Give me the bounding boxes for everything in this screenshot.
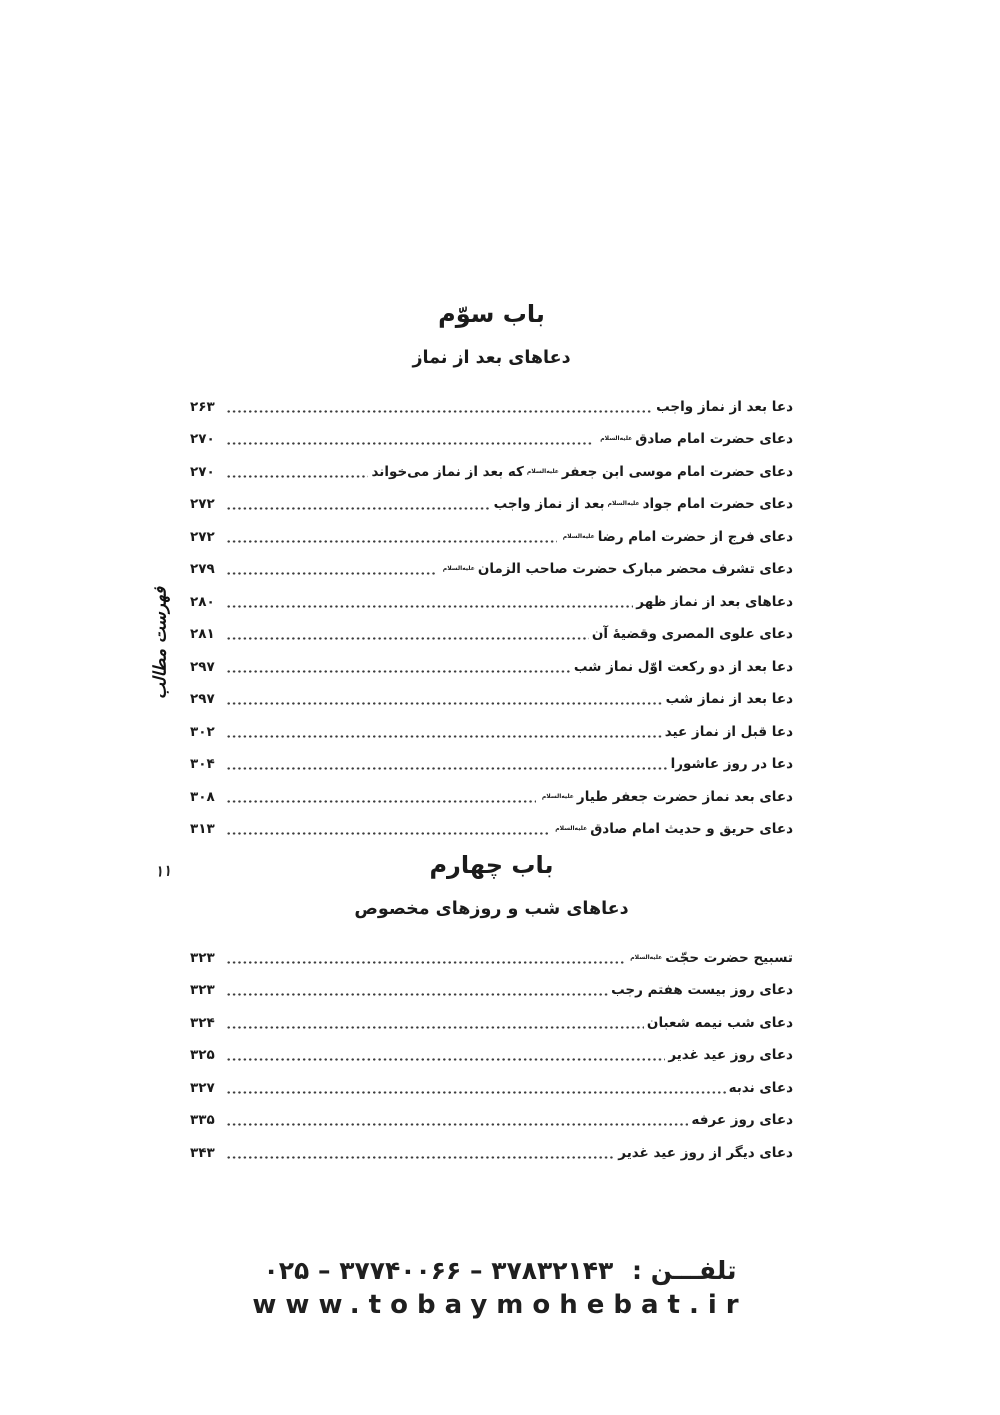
alayhissalam-symbol: علیه‌السلام (600, 435, 633, 443)
alayhissalam-symbol: علیه‌السلام (541, 792, 574, 800)
entry-title (560, 529, 793, 547)
entry-pre: دعای بعد نماز حضرت جعفر طیار (576, 788, 793, 805)
entry-title (636, 594, 793, 612)
entry-page-number: ۲۷۹ (190, 561, 215, 578)
toc-entry (190, 968, 793, 1001)
entries-list (190, 384, 793, 839)
alayhissalam-symbol: علیه‌السلام (526, 467, 559, 475)
entry-page-number: ۲۹۷ (190, 691, 215, 708)
page-number: ۱۱ (154, 861, 172, 881)
section-subtitle: دعاهای بعد از نماز (412, 348, 571, 368)
dot-leader (226, 799, 536, 804)
entry-title (627, 950, 793, 968)
toc-entry (190, 742, 793, 775)
toc-entry (190, 644, 793, 677)
entry-pre: دعای حریق و حدیث امام صادق (590, 821, 793, 838)
entry-title (647, 1015, 793, 1033)
dot-leader (226, 1155, 615, 1160)
toc-entry (190, 1033, 793, 1066)
entry-title (371, 464, 793, 482)
toc-entry (190, 482, 793, 515)
alayhissalam-symbol: علیه‌السلام (555, 825, 588, 833)
entry-title (592, 626, 793, 644)
alayhissalam-symbol: علیه‌السلام (562, 532, 595, 540)
phone-numbers: ۳۷۸۳۲۱۴۳ – ۳۷۷۴۰۰۶۶ – ۰۲۵ (263, 1256, 614, 1285)
toc-entry (190, 547, 793, 580)
entry-title (618, 1145, 793, 1163)
dot-leader (226, 474, 368, 479)
dot-leader (226, 669, 571, 674)
entry-pre: دعا قبل از نماز عید (664, 723, 793, 740)
entry-pre: دعای ندبه (728, 1079, 793, 1096)
entry-page-number: ۲۶۳ (190, 398, 215, 415)
section-title: باب سوّم (438, 300, 545, 328)
entry-page-number: ۳۲۷ (190, 1079, 215, 1096)
entry-pre: دعای علوی المصری وقضیهٔ آن (591, 626, 793, 643)
entry-page-number: ۳۲۳ (190, 982, 215, 999)
entry-pre: دعای تشرف محضر مبارک حضرت صاحب الزمان (477, 561, 793, 578)
entries-list (190, 935, 793, 1163)
toc-entry (190, 1130, 793, 1163)
dot-leader (226, 734, 662, 739)
toc-entry (190, 677, 793, 710)
toc-section (190, 851, 793, 1163)
dot-leader (226, 831, 549, 836)
entry-page-number: ۳۰۲ (190, 723, 215, 740)
entry-pre: دعاهای بعد از نماز ظهر (636, 593, 793, 610)
entry-pre: دعا در روز عاشورا (670, 756, 793, 773)
entry-post: که بعد از نماز می‌خواند (371, 463, 524, 480)
toc-entry (190, 709, 793, 742)
entry-title (666, 691, 793, 709)
entry-pre: دعای حضرت امام موسی ابن جعفر (561, 463, 793, 480)
entry-page-number: ۳۴۳ (190, 1144, 215, 1161)
entry-pre: دعای دیگر از روز عید غدیر (618, 1144, 793, 1161)
entry-page-number: ۳۰۸ (190, 788, 215, 805)
entry-title (691, 1112, 793, 1130)
entry-pre: دعا بعد از نماز شب (665, 691, 793, 708)
dot-leader (226, 409, 653, 414)
entry-title (668, 1047, 793, 1065)
toc-section (190, 300, 793, 839)
entry-page-number: ۲۷۲ (190, 496, 215, 513)
entry-title (539, 789, 793, 807)
entry-pre: دعای حضرت امام صادق (635, 431, 793, 448)
toc-entry (190, 384, 793, 417)
entry-pre: دعای حضرت امام جواد (642, 496, 793, 513)
entry-pre: دعای روز عید غدیر (668, 1047, 793, 1064)
section-title: باب چهارم (429, 851, 554, 879)
toc-entry (190, 612, 793, 645)
dot-leader (226, 1025, 644, 1030)
entry-page-number: ۲۸۰ (190, 593, 215, 610)
entry-page-number: ۲۸۱ (190, 626, 215, 643)
toc-entry (190, 1000, 793, 1033)
toc-entry (190, 935, 793, 968)
toc-content (190, 300, 793, 1163)
entry-title (552, 821, 793, 839)
entry-page-number: ۳۲۴ (190, 1014, 215, 1031)
entry-title (665, 724, 793, 742)
entry-page-number: ۳۲۳ (190, 949, 215, 966)
toc-entry (190, 1065, 793, 1098)
entry-page-number: ۲۷۲ (190, 528, 215, 545)
alayhissalam-symbol: علیه‌السلام (630, 953, 663, 961)
dot-leader (226, 701, 663, 706)
dot-leader (226, 1122, 688, 1127)
entry-pre: دعای روز عرفه (691, 1112, 793, 1129)
table-of-contents-vertical-label: فهرست مطالب (150, 586, 171, 700)
section-subtitle: دعاهای شب و روزهای مخصوص (354, 899, 629, 919)
entry-pre: دعای روز بیست هفتم رجب (611, 982, 793, 999)
entry-pre: دعای شب نیمه شعبان (646, 1014, 793, 1031)
entry-pre: دعا بعد از دو رکعت اوّل نماز شب (573, 658, 793, 675)
phone-line (0, 1256, 1000, 1285)
toc-entry (190, 449, 793, 482)
dot-leader (226, 992, 608, 997)
alayhissalam-symbol: علیه‌السلام (442, 565, 475, 573)
website-url: www.tobaymohebat.ir (252, 1290, 748, 1320)
entry-page-number: ۲۷۰ (190, 463, 215, 480)
dot-leader (226, 506, 491, 511)
entry-title (440, 561, 793, 579)
entry-pre: دعای فرج از حضرت امام رضا (597, 528, 793, 545)
entry-title (574, 659, 793, 677)
dot-leader (226, 571, 437, 576)
dot-leader (226, 960, 624, 965)
entry-page-number: ۲۹۷ (190, 658, 215, 675)
sections-host (190, 300, 793, 1163)
entry-page-number: ۳۳۵ (190, 1112, 215, 1129)
entry-title (611, 982, 793, 1000)
dot-leader (226, 1057, 665, 1062)
entry-title (494, 496, 793, 514)
dot-leader (226, 604, 633, 609)
entry-pre: دعا بعد از نماز واجب (656, 398, 793, 415)
dot-leader (226, 1090, 726, 1095)
toc-entry (190, 774, 793, 807)
side-caption-wrap (151, 566, 181, 721)
entry-page-number: ۳۲۵ (190, 1047, 215, 1064)
dot-leader (226, 766, 668, 771)
entry-page-number: ۲۷۰ (190, 431, 215, 448)
dot-leader (226, 636, 589, 641)
entry-page-number: ۳۱۳ (190, 821, 215, 838)
dot-leader (226, 539, 557, 544)
toc-entry (190, 579, 793, 612)
entry-title (597, 431, 793, 449)
entry-title (729, 1080, 793, 1098)
toc-entry (190, 807, 793, 840)
entry-pre: تسبیح حضرت حجّت (665, 949, 793, 966)
alayhissalam-symbol: علیه‌السلام (607, 500, 640, 508)
toc-entry (190, 417, 793, 450)
entry-post: بعد از نماز واجب (493, 496, 605, 513)
dot-leader (226, 441, 594, 446)
entry-title (671, 756, 793, 774)
phone-label: تلفـــن : (632, 1256, 737, 1285)
toc-entry (190, 1098, 793, 1131)
toc-entry (190, 514, 793, 547)
publisher-footer (0, 1256, 1000, 1320)
entry-page-number: ۳۰۴ (190, 756, 215, 773)
entry-title (656, 399, 793, 417)
